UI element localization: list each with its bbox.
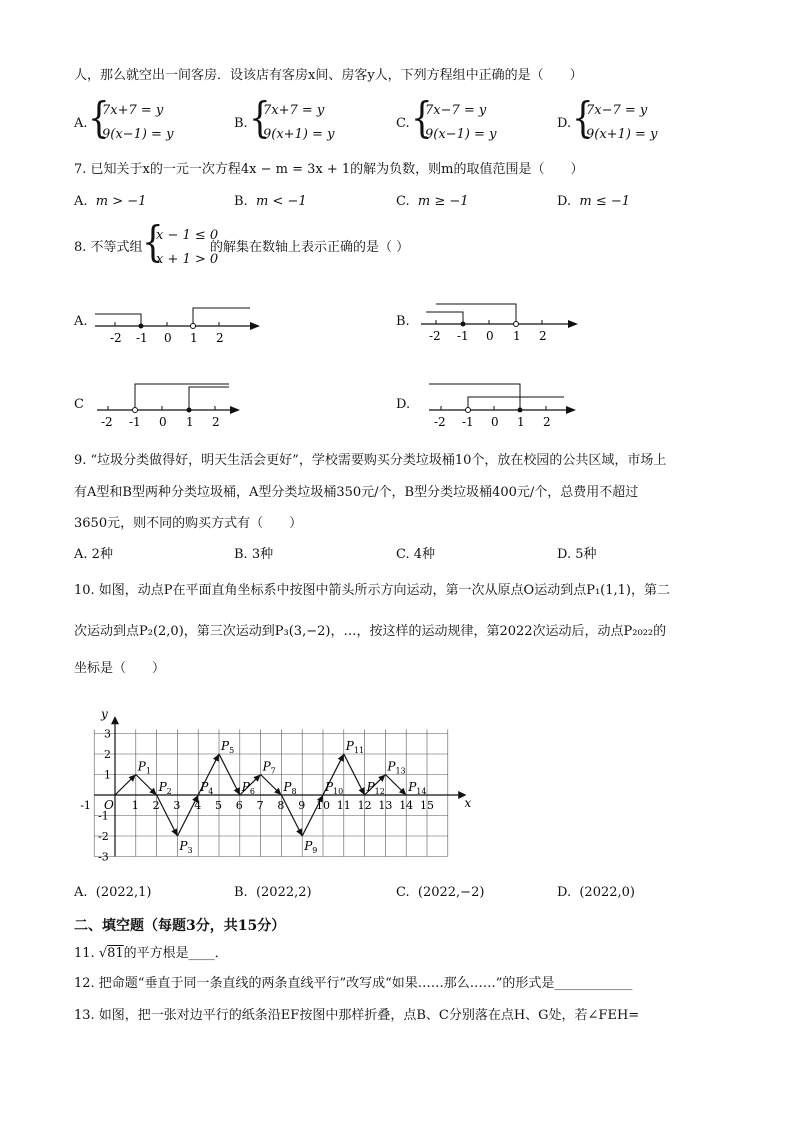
x-tick-label: 11 (336, 799, 351, 812)
q6-d-eq2: 9(x+1) = y (586, 127, 658, 142)
y-axis-arrow-icon (111, 716, 119, 724)
q10-option-d[interactable] (557, 885, 635, 901)
sqrt-icon: √ (98, 946, 108, 961)
q7-option-c[interactable] (396, 194, 469, 210)
brace-icon: { (572, 93, 594, 143)
tick-label: -2 (434, 415, 446, 428)
x-tick-label: 13 (378, 799, 393, 812)
tick-label: 0 (159, 415, 167, 428)
q6-b-eq2: 9(x+1) = y (263, 127, 335, 142)
point-label-p1: $P_1$ (137, 759, 151, 776)
q10-coordinate-graph (70, 694, 480, 862)
tick-label: 2 (212, 415, 220, 428)
q11-number: 11. (74, 946, 95, 961)
q10-c-label: C. (396, 885, 410, 900)
q10-line1: 10. 如图，动点P在平面直角坐标系中按图中箭头所示方向运动，第一次从原点O运动到点P₁(1,1)，第二 (74, 583, 670, 598)
q8-ineq2: x + 1 > 0 (156, 252, 219, 267)
q7-option-d[interactable] (557, 194, 630, 210)
q8-b-number-line (416, 298, 586, 346)
x-tick-label: 10 (316, 799, 330, 812)
q7-option-a[interactable] (74, 194, 146, 210)
tick-label: 2 (543, 415, 551, 428)
point-label-p3: $P_3$ (179, 839, 193, 855)
q10-d-text: (2022,0) (579, 885, 635, 900)
x-tick-label: 5 (215, 799, 222, 812)
x-tick-label: 14 (399, 799, 414, 812)
tick-label: -1 (136, 331, 148, 345)
q6-c-eq2: 9(x−1) = y (425, 127, 497, 142)
q8-a-label: A. (74, 314, 88, 329)
q9-b-label: B. (234, 547, 248, 562)
q6-option-b-label: B. (234, 116, 248, 131)
q7-c-label: C. (396, 194, 410, 209)
q9-c-text: 4种 (413, 547, 436, 562)
q7-d-label: D. (557, 194, 572, 209)
q6-stem: 人，那么就空出一间客房．设该店有客房x间、房客y人，下列方程组中正确的是（ ） (74, 68, 583, 83)
arrow-icon (568, 320, 578, 328)
point-label-p6: $P_6$ (241, 780, 255, 796)
point-label-p14: $P_{14}$ (408, 780, 427, 796)
q8-c-number-line (92, 378, 252, 428)
q7-option-b[interactable] (234, 194, 307, 210)
q9-a-text: 2种 (91, 547, 113, 562)
origin-label: O (104, 798, 114, 812)
section-2-title: 二、填空题（每题3分，共15分） (74, 918, 286, 934)
arrow-icon (250, 322, 260, 330)
q10-b-text: (2022,2) (255, 885, 312, 900)
q8-a-number-line (90, 300, 270, 348)
point-label-p11: $P_{11}$ (345, 739, 365, 755)
brace-icon: { (411, 93, 433, 143)
arrow-icon (566, 406, 576, 414)
q9-b-text: 3种 (251, 547, 274, 562)
tick-label: -2 (101, 415, 113, 428)
tick-label: 0 (491, 415, 499, 428)
q7-d-text: m ≤ −1 (579, 194, 631, 209)
x-tick-label: 4 (194, 799, 202, 812)
q10-option-c[interactable] (396, 885, 484, 901)
q9-option-c[interactable] (396, 547, 435, 563)
q7-b-text: m < −1 (255, 194, 307, 209)
y-tick-label: -1 (98, 809, 109, 823)
q10-option-b[interactable] (234, 885, 312, 901)
y-tick-label: -2 (98, 830, 109, 843)
q12: 12. 把命题“垂直于同一条直线的两条直线平行”改写成“如果……那么……”的形式是____________ (74, 976, 633, 991)
q9-option-a[interactable] (74, 547, 113, 563)
point-label-p2: $P_2$ (158, 780, 172, 796)
y-tick-label: 3 (104, 727, 111, 741)
x-tick-label: 7 (256, 799, 264, 812)
y-tick-label: 2 (104, 748, 111, 761)
point-label-p8: $P_8$ (283, 780, 297, 796)
tick-label: -2 (429, 329, 441, 343)
tick-label: -1 (457, 329, 469, 343)
point-label-p9: $P_9$ (304, 839, 318, 855)
tick-label: 1 (513, 329, 521, 343)
q8-d-number-line (424, 378, 584, 428)
point-label-p4: $P_4$ (200, 780, 214, 796)
tick-label: 2 (216, 331, 224, 345)
arrow-icon (230, 406, 240, 414)
q8-stem-pre: 8. 不等式组 (74, 240, 143, 255)
brace-icon: { (249, 93, 271, 143)
q7-b-label: B. (234, 194, 248, 209)
x-tick-label: 3 (173, 799, 181, 812)
q10-a-label: A. (74, 885, 88, 900)
q8-stem-post: 的解集在数轴上表示正确的是（ ） (210, 240, 410, 255)
q10-b-label: B. (234, 885, 248, 900)
q9-option-d[interactable] (557, 547, 597, 563)
tick-label: 2 (539, 329, 547, 343)
q6-b-eq1: 7x+7 = y (263, 103, 325, 118)
q9-d-label: D. (557, 547, 572, 562)
q10-a-text: (2022,1) (95, 885, 152, 900)
x-tick-label: 6 (235, 799, 243, 812)
q6-option-c-label: C. (396, 116, 410, 131)
tick-label: -2 (110, 331, 122, 345)
y-axis-label: y (101, 707, 108, 722)
x-axis-label: x (464, 796, 472, 810)
q7-a-label: A. (74, 194, 88, 209)
x-tick-label: 2 (152, 799, 160, 812)
q8-ineq1: x − 1 ≤ 0 (156, 228, 219, 243)
q8-b-label: B. (396, 314, 410, 329)
q9-line2: 有A型和B型两种分类垃圾桶，A型分类垃圾桶350元/个，B型分类垃圾桶400元/个，总费用不超过 (74, 485, 639, 500)
q7-a-text: m > −1 (95, 194, 147, 209)
brace-icon: { (142, 217, 164, 267)
q6-option-d-label: D. (557, 116, 572, 131)
tick-label: 0 (164, 331, 172, 345)
grid (94, 729, 448, 856)
point-label-p5: $P_5$ (221, 739, 235, 755)
q10-d-label: D. (557, 885, 572, 900)
q6-a-eq2: 9(x−1) = y (102, 127, 174, 142)
tick-label: -1 (129, 415, 141, 428)
q9-a-label: A. (74, 547, 88, 562)
x-tick-label: 12 (357, 799, 372, 812)
point-labels (80, 707, 471, 862)
tick-label: -1 (462, 415, 474, 428)
q9-line1: 9. “垃圾分类做得好，明天生活会更好”，学校需要购买分类垃圾桶10个，放在校园的公共区域，市场上 (74, 453, 667, 468)
q6-d-eq1: 7x−7 = y (586, 103, 648, 118)
q10-c-text: (2022,−2) (417, 885, 485, 900)
x-tick-label: 8 (277, 799, 285, 812)
q9-option-b[interactable] (234, 547, 273, 563)
q10-line3: 坐标是（ ） (74, 661, 166, 676)
brace-icon: { (88, 93, 110, 143)
q11-radicand: 81 (107, 946, 124, 961)
tick-label: 1 (186, 415, 194, 428)
point-label-p13: $P_{13}$ (387, 759, 406, 776)
tick-label: 1 (517, 415, 525, 428)
q10-line2: 次运动到点P₂(2,0)，第三次运动到P₃(3,−2)，…，按这样的运动规律，第2022次运动后，动点P₂₀₂₂的 (74, 624, 667, 639)
q6-a-eq1: 7x+7 = y (102, 103, 164, 118)
q9-c-label: C. (396, 547, 410, 562)
q8-c-label: C (74, 397, 84, 412)
x-tick-label: 15 (420, 799, 434, 812)
point-label-p12: $P_{12}$ (366, 780, 385, 796)
q6-c-eq1: 7x−7 = y (425, 103, 487, 118)
y-tick-label: 1 (104, 768, 111, 782)
tick-label: 0 (486, 329, 494, 343)
point-label-p10: $P_{10}$ (325, 780, 344, 796)
q11-text: 的平方根是____． (123, 946, 228, 961)
x-tick-label: 1 (131, 799, 139, 812)
x-tick-label: -1 (80, 799, 91, 812)
x-tick-label: 9 (298, 799, 306, 812)
q6-option-a-label: A. (74, 116, 88, 131)
q7-stem: 7. 已知关于x的一元一次方程4x − m = 3x + 1的解为负数，则m的取值范围是（ ） (74, 162, 584, 177)
point-label-p7: $P_7$ (262, 759, 276, 776)
q10-option-a[interactable] (74, 885, 151, 901)
q7-c-text: m ≥ −1 (417, 194, 469, 209)
q8-d-label: D. (396, 397, 411, 412)
q9-line3: 3650元，则不同的购买方式有（ ） (74, 516, 303, 531)
y-tick-label: -3 (98, 850, 109, 862)
q9-d-text: 5种 (575, 547, 597, 562)
q13: 13. 如图，把一张对边平行的纸条沿EF按图中那样折叠，点B、C分别落在点H、G处，若∠FEH= (74, 1008, 640, 1023)
q11 (74, 946, 228, 962)
tick-label: 1 (190, 331, 198, 345)
